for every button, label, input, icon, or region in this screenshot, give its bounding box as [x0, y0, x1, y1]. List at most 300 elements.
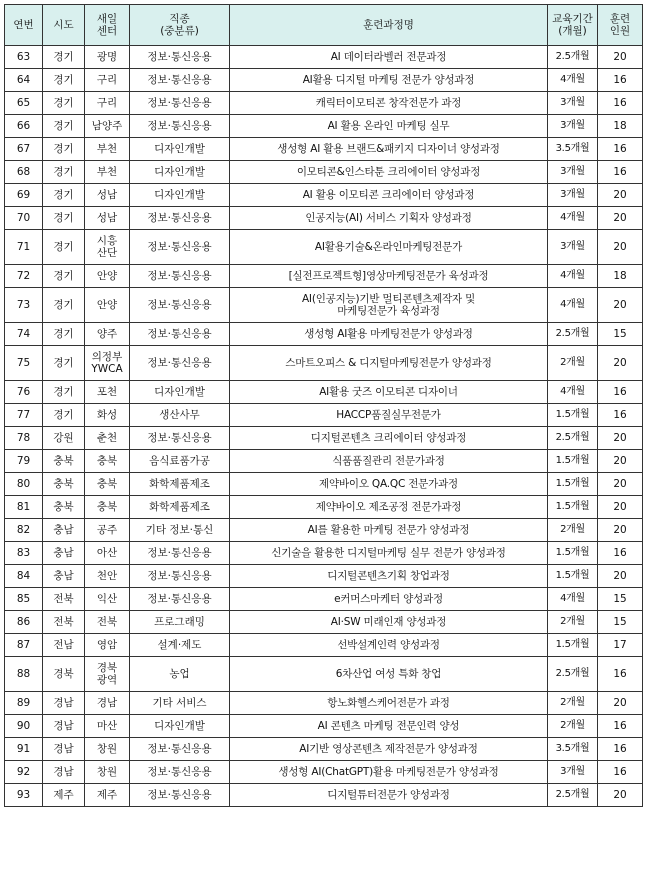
cell-course — [230, 761, 548, 784]
cell-course-text: HACCP품질실무전문가 — [336, 409, 441, 421]
cell-region — [43, 161, 85, 184]
table-row — [5, 450, 643, 473]
cell-trainees — [598, 230, 643, 265]
cell-no-text: 67 — [16, 143, 31, 155]
cell-center-text: 포천 — [96, 386, 118, 398]
cell-course — [230, 496, 548, 519]
table-row — [5, 184, 643, 207]
cell-trainees-text: 20 — [613, 524, 627, 536]
cell-period — [548, 657, 598, 692]
cell-region-text: 경기 — [53, 143, 74, 155]
cell-center-text: 전북 — [96, 616, 118, 628]
cell-center — [85, 323, 130, 346]
cell-period — [548, 496, 598, 519]
cell-no-text: 75 — [16, 357, 31, 369]
cell-no — [5, 519, 43, 542]
cell-region-text: 경기 — [53, 166, 74, 178]
cell-period — [548, 138, 598, 161]
table-row — [5, 92, 643, 115]
cell-period-text: 1.5개월 — [555, 501, 590, 512]
cell-center — [85, 115, 130, 138]
cell-trainees-text: 15 — [613, 593, 627, 605]
cell-no — [5, 230, 43, 265]
cell-course — [230, 611, 548, 634]
cell-period-text: 4개월 — [560, 74, 585, 85]
cell-period-text: 3.5개월 — [555, 743, 590, 754]
cell-period-text: 3개월 — [560, 766, 585, 777]
cell-period — [548, 761, 598, 784]
cell-no-text: 81 — [16, 501, 31, 513]
cell-center-text: 구리 — [96, 97, 118, 109]
cell-no-text: 87 — [16, 639, 31, 651]
cell-trainees-text: 20 — [613, 212, 627, 224]
cell-no — [5, 784, 43, 807]
cell-center-text: 시흥 산단 — [96, 235, 118, 259]
cell-job-text: 농업 — [169, 668, 190, 680]
cell-no-text: 92 — [16, 766, 31, 778]
cell-trainees — [598, 427, 643, 450]
cell-course-text: AI활용기술&온라인마케팅전문가 — [314, 241, 463, 253]
cell-trainees-text: 20 — [613, 189, 627, 201]
cell-job-text: 정보·통신응용 — [147, 299, 212, 311]
table-row — [5, 715, 643, 738]
table-row — [5, 207, 643, 230]
cell-course — [230, 634, 548, 657]
cell-job — [130, 588, 230, 611]
cell-region-text: 충북 — [53, 501, 74, 513]
cell-region-text: 경남 — [53, 743, 74, 755]
cell-period-text: 2.5개월 — [555, 789, 590, 800]
cell-job — [130, 346, 230, 381]
cell-region — [43, 46, 85, 69]
cell-job — [130, 207, 230, 230]
cell-center-text: 부천 — [96, 166, 118, 178]
cell-region-text: 전남 — [53, 639, 74, 651]
cell-region — [43, 634, 85, 657]
cell-region-text: 전북 — [53, 616, 74, 628]
cell-job-text: 정보·통신응용 — [147, 357, 212, 369]
cell-period-text: 4개월 — [560, 386, 585, 397]
cell-trainees — [598, 473, 643, 496]
cell-trainees — [598, 288, 643, 323]
cell-center-text: 성남 — [96, 212, 118, 224]
cell-job — [130, 692, 230, 715]
cell-no-text: 69 — [16, 189, 31, 201]
cell-job — [130, 496, 230, 519]
cell-job — [130, 230, 230, 265]
table-row — [5, 565, 643, 588]
cell-trainees — [598, 115, 643, 138]
cell-course-text: 선박설계인력 양성과정 — [337, 639, 440, 651]
cell-trainees-text: 18 — [613, 120, 627, 132]
cell-period — [548, 230, 598, 265]
table-header — [5, 5, 643, 46]
cell-course — [230, 565, 548, 588]
cell-period-text: 4개월 — [560, 593, 585, 604]
cell-trainees-text: 16 — [613, 386, 627, 398]
cell-course — [230, 288, 548, 323]
cell-no — [5, 657, 43, 692]
cell-region — [43, 473, 85, 496]
cell-period-text: 2개월 — [560, 616, 585, 627]
cell-trainees — [598, 784, 643, 807]
table-row — [5, 161, 643, 184]
cell-job-text: 정보·통신응용 — [147, 328, 212, 340]
cell-period — [548, 784, 598, 807]
cell-course — [230, 427, 548, 450]
cell-no-text: 70 — [16, 212, 31, 224]
table-row — [5, 519, 643, 542]
cell-center-text: 부천 — [96, 143, 118, 155]
cell-no-text: 91 — [16, 743, 31, 755]
cell-job — [130, 288, 230, 323]
cell-period — [548, 184, 598, 207]
cell-region — [43, 404, 85, 427]
cell-course — [230, 657, 548, 692]
cell-job — [130, 404, 230, 427]
cell-course — [230, 69, 548, 92]
table-row — [5, 115, 643, 138]
cell-no-text: 93 — [16, 789, 31, 801]
cell-job-text: 정보·통신응용 — [147, 74, 212, 86]
cell-trainees-text: 20 — [613, 789, 627, 801]
table-row — [5, 404, 643, 427]
table-row — [5, 784, 643, 807]
cell-job — [130, 738, 230, 761]
cell-center-text: 제주 — [96, 789, 118, 801]
cell-period-text: 1.5개월 — [555, 409, 590, 420]
cell-no-text: 76 — [16, 386, 31, 398]
cell-region-text: 경남 — [53, 720, 74, 732]
cell-course — [230, 542, 548, 565]
cell-job — [130, 69, 230, 92]
cell-no-text: 79 — [16, 455, 31, 467]
cell-region-text: 경남 — [53, 766, 74, 778]
table-row — [5, 265, 643, 288]
cell-period — [548, 115, 598, 138]
cell-region — [43, 496, 85, 519]
cell-job — [130, 634, 230, 657]
cell-no — [5, 115, 43, 138]
cell-trainees-text: 16 — [613, 166, 627, 178]
cell-period-text: 2.5개월 — [555, 668, 590, 679]
cell-region — [43, 265, 85, 288]
cell-job — [130, 115, 230, 138]
cell-no-text: 63 — [16, 51, 31, 63]
cell-course — [230, 404, 548, 427]
table-row — [5, 323, 643, 346]
cell-course-text: 인공지능(AI) 서비스 기획자 양성과정 — [305, 212, 472, 224]
cell-job-text: 정보·통신응용 — [147, 570, 212, 582]
cell-region — [43, 381, 85, 404]
cell-no-text: 74 — [16, 328, 31, 340]
cell-trainees — [598, 692, 643, 715]
cell-job — [130, 761, 230, 784]
cell-course-text: 생성형 AI(ChatGPT)활용 마케팅전문가 양성과정 — [278, 766, 499, 778]
cell-job-text: 정보·통신응용 — [147, 51, 212, 63]
cell-region-text: 경기 — [53, 299, 74, 311]
cell-no-text: 89 — [16, 697, 31, 709]
cell-region — [43, 542, 85, 565]
cell-period — [548, 288, 598, 323]
cell-trainees — [598, 496, 643, 519]
cell-trainees — [598, 138, 643, 161]
cell-trainees-text: 18 — [613, 270, 627, 282]
cell-course — [230, 265, 548, 288]
cell-trainees-text: 16 — [613, 97, 627, 109]
table-row — [5, 657, 643, 692]
cell-period — [548, 473, 598, 496]
cell-region — [43, 207, 85, 230]
cell-period — [548, 738, 598, 761]
cell-center — [85, 692, 130, 715]
cell-region — [43, 519, 85, 542]
header-region: 시도 — [43, 5, 85, 46]
cell-no — [5, 265, 43, 288]
cell-course-text: 식품품질관리 전문가과정 — [332, 455, 445, 467]
cell-region-text: 경기 — [53, 328, 74, 340]
cell-region-text: 충북 — [53, 478, 74, 490]
cell-course-text: 스마트오피스 & 디지털마케팅전문가 양성과정 — [285, 357, 492, 369]
header-trainees: 훈련 인원 — [598, 5, 643, 46]
cell-center — [85, 346, 130, 381]
cell-course — [230, 519, 548, 542]
cell-course-text: 생성형 AI활용 마케팅전문가 양성과정 — [304, 328, 473, 340]
cell-period — [548, 265, 598, 288]
cell-region — [43, 346, 85, 381]
cell-region — [43, 761, 85, 784]
cell-center — [85, 450, 130, 473]
cell-region-text: 경기 — [53, 241, 74, 253]
cell-job — [130, 784, 230, 807]
cell-period — [548, 161, 598, 184]
cell-period-text: 4개월 — [560, 270, 585, 281]
cell-trainees — [598, 761, 643, 784]
cell-job — [130, 450, 230, 473]
cell-region — [43, 92, 85, 115]
cell-job — [130, 92, 230, 115]
cell-period — [548, 519, 598, 542]
cell-job-text: 디자인개발 — [154, 386, 205, 398]
cell-no-text: 86 — [16, 616, 31, 628]
cell-job-text: 정보·통신응용 — [147, 432, 212, 444]
table-row — [5, 138, 643, 161]
table-row — [5, 427, 643, 450]
cell-region-text: 경기 — [53, 189, 74, 201]
cell-job-text: 기타 정보·통신 — [145, 524, 214, 536]
cell-period-text: 2개월 — [560, 720, 585, 731]
cell-course-text: AI 활용 이모티콘 크리에이터 양성과정 — [302, 189, 475, 201]
cell-center — [85, 381, 130, 404]
cell-no — [5, 761, 43, 784]
cell-trainees — [598, 92, 643, 115]
cell-course-text: [실전프로젝트형]영상마케팅전문가 육성과정 — [288, 270, 489, 282]
cell-center-text: 양주 — [96, 328, 118, 340]
cell-job-text: 음식료품가공 — [149, 455, 210, 467]
cell-center — [85, 634, 130, 657]
cell-no-text: 88 — [16, 668, 31, 680]
cell-course-text: AI활용 굿즈 이모티콘 디자이너 — [319, 386, 458, 398]
cell-no-text: 85 — [16, 593, 31, 605]
cell-center-text: 구리 — [96, 74, 118, 86]
cell-period-text: 3개월 — [560, 97, 585, 108]
cell-trainees-text: 16 — [613, 547, 627, 559]
cell-trainees — [598, 657, 643, 692]
cell-region — [43, 230, 85, 265]
cell-no — [5, 184, 43, 207]
cell-region-text: 충남 — [53, 524, 74, 536]
cell-center-text: 충북 — [96, 478, 118, 490]
cell-course — [230, 207, 548, 230]
cell-job-text: 정보·통신응용 — [147, 547, 212, 559]
cell-period-text: 4개월 — [560, 212, 585, 223]
cell-job — [130, 381, 230, 404]
cell-period — [548, 323, 598, 346]
cell-trainees — [598, 611, 643, 634]
cell-period — [548, 565, 598, 588]
cell-job-text: 기타 서비스 — [152, 697, 207, 709]
cell-course — [230, 323, 548, 346]
cell-course — [230, 450, 548, 473]
cell-no-text: 82 — [16, 524, 31, 536]
cell-course-text: e커머스마케터 양성과정 — [334, 593, 443, 605]
cell-no-text: 72 — [16, 270, 31, 282]
cell-course — [230, 692, 548, 715]
cell-period — [548, 715, 598, 738]
cell-trainees — [598, 738, 643, 761]
cell-region-text: 경기 — [53, 409, 74, 421]
cell-course — [230, 381, 548, 404]
cell-job-text: 디자인개발 — [154, 166, 205, 178]
cell-region — [43, 738, 85, 761]
cell-no — [5, 92, 43, 115]
cell-job-text: 정보·통신응용 — [147, 97, 212, 109]
cell-center-text: 화성 — [96, 409, 118, 421]
table-row — [5, 542, 643, 565]
cell-region — [43, 611, 85, 634]
cell-trainees-text: 20 — [613, 501, 627, 513]
cell-region-text: 경기 — [53, 120, 74, 132]
cell-center — [85, 69, 130, 92]
cell-job-text: 정보·통신응용 — [147, 789, 212, 801]
cell-period — [548, 92, 598, 115]
cell-center — [85, 92, 130, 115]
cell-course-text: AI 콘텐츠 마케팅 전문인력 양성 — [317, 720, 460, 732]
cell-job — [130, 138, 230, 161]
cell-region-text: 경남 — [53, 697, 74, 709]
cell-period-text: 1.5개월 — [555, 547, 590, 558]
cell-center-text: 창원 — [96, 766, 118, 778]
cell-trainees — [598, 184, 643, 207]
table-row — [5, 588, 643, 611]
cell-course — [230, 715, 548, 738]
cell-center-text: 춘천 — [96, 432, 118, 444]
cell-region — [43, 657, 85, 692]
cell-no — [5, 323, 43, 346]
cell-no — [5, 138, 43, 161]
cell-course-text: AI활용 디지털 마케팅 전문가 양성과정 — [302, 74, 475, 86]
cell-course-text: 디지털콘텐츠 크리에이터 양성과정 — [310, 432, 467, 444]
cell-center — [85, 761, 130, 784]
cell-period — [548, 450, 598, 473]
cell-region — [43, 69, 85, 92]
cell-region-text: 경기 — [53, 97, 74, 109]
header-row — [5, 5, 643, 46]
cell-trainees-text: 16 — [613, 409, 627, 421]
cell-trainees — [598, 265, 643, 288]
cell-job-text: 프로그래밍 — [154, 616, 205, 628]
cell-trainees — [598, 69, 643, 92]
cell-center-text: 경북 광역 — [96, 662, 118, 686]
cell-center-text: 안양 — [96, 270, 118, 282]
cell-course — [230, 346, 548, 381]
cell-trainees-text: 16 — [613, 743, 627, 755]
cell-job-text: 정보·통신응용 — [147, 593, 212, 605]
cell-job-text: 생산사무 — [159, 409, 200, 421]
cell-trainees-text: 20 — [613, 478, 627, 490]
cell-no-text: 90 — [16, 720, 31, 732]
cell-trainees-text: 17 — [613, 639, 627, 651]
cell-trainees — [598, 450, 643, 473]
cell-trainees-text: 15 — [613, 328, 627, 340]
cell-period — [548, 588, 598, 611]
cell-job-text: 설계·제도 — [157, 639, 202, 651]
cell-no-text: 80 — [16, 478, 31, 490]
cell-no — [5, 542, 43, 565]
cell-center — [85, 496, 130, 519]
cell-course — [230, 473, 548, 496]
cell-region-text: 전북 — [53, 593, 74, 605]
cell-period — [548, 611, 598, 634]
table-row — [5, 346, 643, 381]
cell-region-text: 제주 — [53, 789, 74, 801]
cell-center — [85, 230, 130, 265]
cell-trainees-text: 20 — [613, 455, 627, 467]
cell-course-text: 생성형 AI 활용 브랜드&패키지 디자이너 양성과정 — [277, 143, 500, 155]
cell-no — [5, 611, 43, 634]
cell-center — [85, 565, 130, 588]
cell-period-text: 1.5개월 — [555, 478, 590, 489]
cell-region-text: 충남 — [53, 547, 74, 559]
cell-course-text: AI기반 영상콘텐츠 제작전문가 양성과정 — [299, 743, 478, 755]
cell-job — [130, 715, 230, 738]
cell-no-text: 73 — [16, 299, 31, 311]
cell-center-text: 창원 — [96, 743, 118, 755]
cell-period — [548, 692, 598, 715]
cell-job-text: 디자인개발 — [154, 143, 205, 155]
cell-job — [130, 611, 230, 634]
cell-job — [130, 519, 230, 542]
cell-course — [230, 588, 548, 611]
cell-center — [85, 138, 130, 161]
cell-period-text: 2.5개월 — [555, 328, 590, 339]
cell-course-text: AI 활용 온라인 마케팅 실무 — [327, 120, 450, 132]
table-row — [5, 69, 643, 92]
cell-period-text: 1.5개월 — [555, 639, 590, 650]
cell-no — [5, 565, 43, 588]
cell-no — [5, 161, 43, 184]
header-no: 연번 — [5, 5, 43, 46]
cell-no — [5, 381, 43, 404]
cell-center — [85, 184, 130, 207]
cell-period — [548, 634, 598, 657]
cell-job-text: 정보·통신응용 — [147, 120, 212, 132]
cell-course-text: 이모티콘&인스타툰 크리에이터 양성과정 — [296, 166, 481, 178]
cell-course — [230, 738, 548, 761]
cell-job-text: 화학제품제조 — [149, 501, 210, 513]
cell-course-text: AI 데이터라벨러 전문과정 — [330, 51, 447, 63]
table-row — [5, 288, 643, 323]
